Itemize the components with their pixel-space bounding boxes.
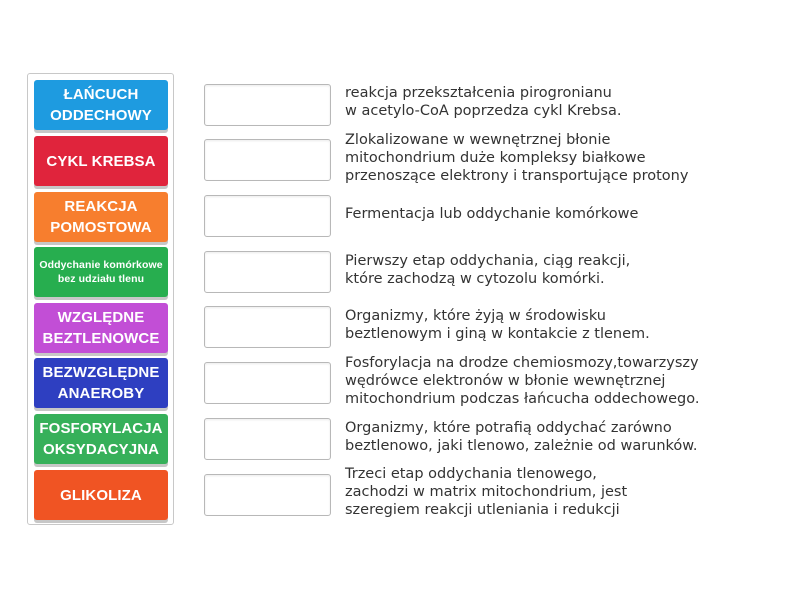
drop-slot[interactable] [204,306,331,348]
tile-lancuch-oddechowy[interactable]: ŁAŃCUCH ODDECHOWY [34,80,168,130]
description-text: Zlokalizowane w wewnętrznej błonie mitochondrium duże kompleksy białkowe przenoszące elektrony i transportujące protony [345,132,689,184]
description-text: Fosforylacja na drodze chemiosmozy,towarzyszy wędrówce elektronów w błonie wewnętrznej mitochondrium podczas łańcucha oddechowego. [345,355,700,407]
description-text: reakcja przekształcenia pirogronianu w acetylo-CoA poprzedza cykl Krebsa. [345,85,622,119]
drop-slot[interactable] [204,418,331,460]
description-text: Fermentacja lub oddychanie komórkowe [345,206,639,222]
tile-oddychanie-beztlenowe[interactable]: Oddychanie komórkowe bez udziału tlenu [34,247,168,297]
drop-slot[interactable] [204,84,331,126]
drop-slot[interactable] [204,474,331,516]
drop-slot[interactable] [204,195,331,237]
description-text: Organizmy, które potrafią oddychać zarówno beztlenowo, jaki tlenowo, zależnie od warunków. [345,420,698,454]
description-text: Trzeci etap oddychania tlenowego, zachodzi w matrix mitochondrium, jest szeregiem reakcji utleniania i redukcji [345,466,628,518]
tile-bezwzgledne-anaeroby[interactable]: BEZWZGLĘDNE ANAEROBY [34,358,168,408]
drop-slot[interactable] [204,362,331,404]
drop-slot[interactable] [204,251,331,293]
tile-cykl-krebsa[interactable]: CYKL KREBSA [34,136,168,186]
tile-reakcja-pomostowa[interactable]: REAKCJA POMOSTOWA [34,192,168,242]
tile-glikoliza[interactable]: GLIKOLIZA [34,470,168,520]
description-text: Organizmy, które żyją w środowisku beztlenowym i giną w kontakcie z tlenem. [345,308,650,342]
drop-slot[interactable] [204,139,331,181]
answer-tiles-panel [27,73,174,525]
tile-fosforylacja-oksydacyjna[interactable]: FOSFORYLACJA OKSYDACYJNA [34,414,168,464]
tile-wzgledne-beztlenowce[interactable]: WZGLĘDNE BEZTLENOWCE [34,303,168,353]
description-text: Pierwszy etap oddychania, ciąg reakcji, które zachodzą w cytozolu komórki. [345,253,631,287]
